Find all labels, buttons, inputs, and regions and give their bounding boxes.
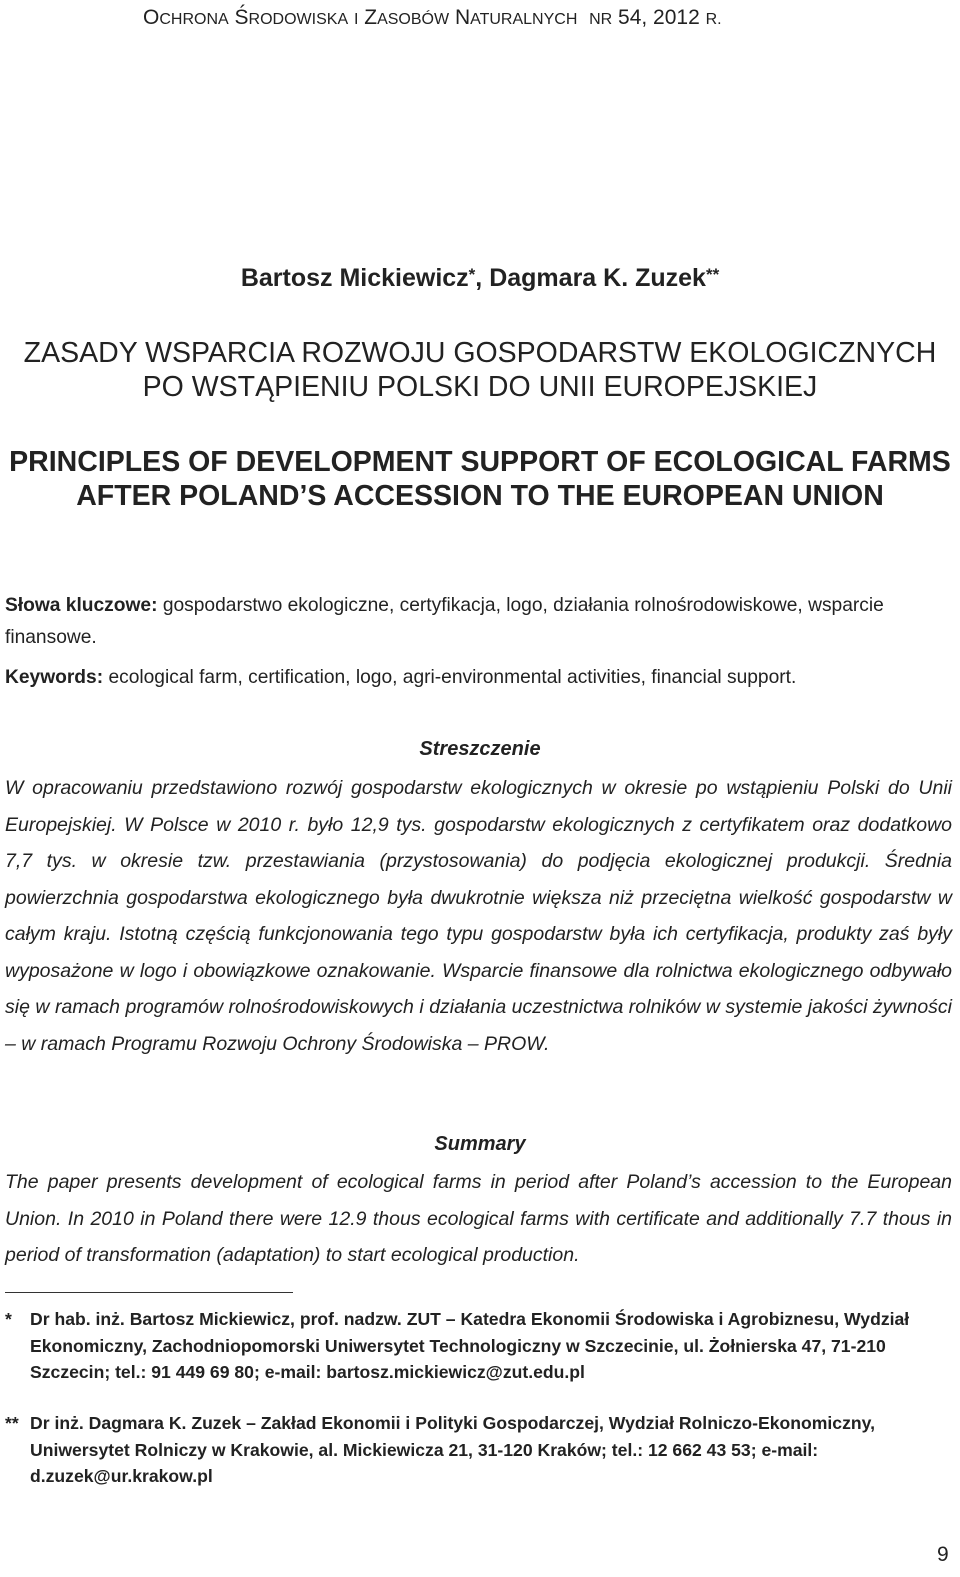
footnote-author-2 [5,1410,950,1490]
journal-nr: NR [589,11,613,28]
journal-initial: O [143,6,160,29]
title-polish-line-2: PO WSTĄPIENIU POLSKI DO UNII EUROPEJSKIEJ [142,371,818,403]
keywords-polish-text: gospodarstwo ekologiczne, certyfikacja, logo, działania rolnośrodowiskowe, wsparcie finansowe. [5,595,884,648]
abstract-english-text: The paper presents development of ecological farms in period after Poland’s accession to the European Union. In 2010 in Poland there were 12.9 thous ecological farms with certificate and additionally 7.7 thous in period of transformation (adaptation) to start ecological production. [5,1171,952,1266]
journal-issue: 54, 2012 [618,6,700,29]
title-polish [0,336,960,404]
journal-word: I [353,11,359,28]
page-number: 9 [937,1543,949,1566]
journal-initial: Ś [234,6,249,29]
abstract-english-heading: Summary [434,1133,526,1155]
journal-word: RODOWISKA [248,11,349,28]
title-english [0,445,960,513]
authors [0,264,960,293]
journal-initial: Z [364,6,378,29]
journal-year-suffix: R. [705,11,722,28]
footnote-mark: ** [5,1413,19,1433]
journal-word: ASOBÓW [377,11,450,28]
footnote-text: Dr inż. Dagmara K. Zuzek – Zakład Ekonomii i Polityki Gospodarczej, Wydział Rolniczo-Ekonomiczny, Uniwersytet Rolniczy w Krakowie, al. Mickiewicza 21, 31-120 Kraków; tel.: 12 662 43 53; e-mail: d.zuzek@ur.krakow.pl [30,1413,876,1486]
footnote-mark: * [5,1309,12,1329]
journal-word: CHRONA [159,11,229,28]
keywords-polish-label: Słowa kluczowe: [5,595,158,616]
author-1: Bartosz Mickiewicz [240,264,469,292]
journal-initial: N [454,6,471,29]
author-1-mark: * [468,265,476,284]
abstract-polish-text: W opracowaniu przedstawiono rozwój gospodarstw ekologicznych w okresie po wstąpieniu Polski do Unii Europejskiej. W Polsce w 2010 r. było 12,9 tys. gospodarstw ekologicznych z certyfikatem oraz dodatkowo 7,7 tys. w okresie tzw. przestawiania (przystosowania) do podjęcia ekologicznej produkcji. Średnia powierzchnia gospodarstwa ekologicznego była dwukrotnie większa niż przeciętna wielkość gospodarstw w całym kraju. Istotną częścią funkcjonowania tego typu gospodarstw była ich certyfikacja, produkty zaś były wyposażone w logo i obowiązkowe oznakowanie. Wsparcie finansowe dla rolnictwa ekologicznego odbywało się w ramach programów rolnośrodowiskowych i działania uczestnictwa rolników w systemie jakości żywności – w ramach Programu Rozwoju Ochrony Środowiska – PROW. [5,777,952,1055]
author-2-mark: ** [705,265,720,284]
title-english-line-2: AFTER POLAND’S ACCESSION TO THE EUROPEAN UNION [76,480,884,512]
abstract-polish-heading: Streszczenie [419,738,541,760]
author-2: Dagmara K. Zuzek [489,264,706,292]
keywords-english [5,662,957,694]
title-polish-line-1: ZASADY WSPARCIA ROZWOJU GOSPODARSTW EKOLOGICZNYCH [23,337,937,369]
footnote-divider [5,1292,293,1293]
running-head [143,6,722,30]
footnote-text: Dr hab. inż. Bartosz Mickiewicz, prof. nadzw. ZUT – Katedra Ekonomii Środowiska i Agrobiznesu, Wydział Ekonomiczny, Zachodniopomorski Uniwersytet Technologiczny w Szczecinie, ul. Żołnierska 47, 71-210 Szczecin; tel.: 91 449 69 80; e-mail: bartosz.mickiewicz@zut.edu.pl [30,1309,910,1382]
journal-word: ATURALNYCH [470,11,578,28]
footnote-author-1 [5,1306,950,1386]
keywords-english-text: ecological farm, certification, logo, agri-environmental activities, financial support. [108,667,797,688]
title-english-line-1: PRINCIPLES OF DEVELOPMENT SUPPORT OF ECOLOGICAL FARMS [9,446,951,478]
keywords-english-label: Keywords: [5,667,104,688]
keywords-polish [5,590,957,654]
author-separator: , [475,264,490,292]
